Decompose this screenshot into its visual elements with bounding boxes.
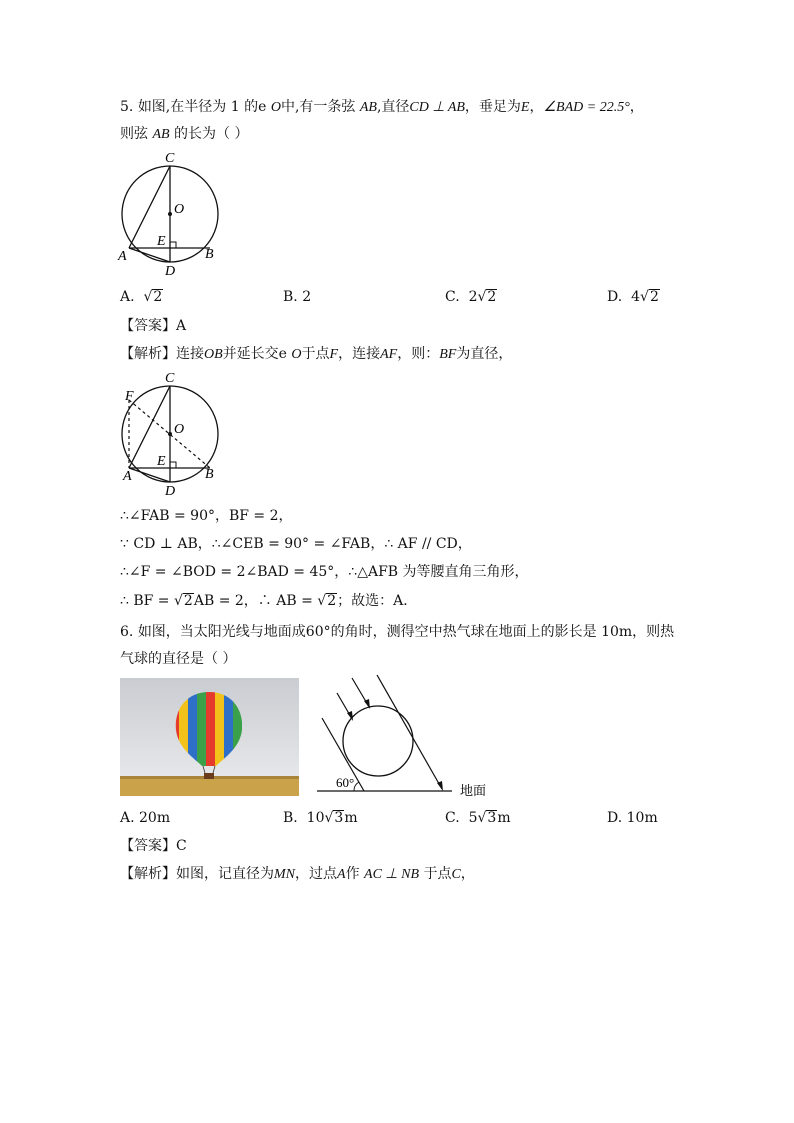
angle-label: 60° [336,775,355,790]
label-o-2: O [174,422,185,437]
q6-option-a: A. 20m [120,810,171,826]
q5-step-2: ∵ CD ⊥ AB，∴∠CEB = 90° = ∠FAB，∴ AF // CD， [120,536,472,552]
q6-option-b: B. 10√3m [283,810,358,826]
angle-arc [354,782,359,791]
q6-stem-line1: 6. 如图，当太阳光线与地面成60°的角时，测得空中热气球在地面上的影长是 10m，则热 [120,624,675,640]
q5-stem-line2: 则弦 AB 的长为（ ） [120,126,249,142]
label-b-2: B [205,467,214,482]
q6-shadow-diagram [312,673,492,798]
q6-analysis: 【解析】如图，记直径为MN，过点A作 AC ⊥ NB 于点C， [120,866,475,882]
q5-step-3: ∴∠F = ∠BOD = 2∠BAD = 45°，∴△AFB 为等腰直角三角形， [120,564,529,580]
q5-analysis: 【解析】连接OB并延长交e O于点F，连接AF，则：BF为直径， [120,346,513,362]
q6-answer: 【答案】C [120,838,187,854]
label-f: F [125,389,134,404]
label-d: D [165,264,176,279]
q5-circle-figure [115,150,235,279]
q5-analysis-figure [115,370,235,499]
right-angle-mark-2 [170,462,176,468]
q5-option-d: D. 4√2 [607,289,659,305]
q5-option-b: B. 2 [283,289,312,305]
q5-option-a: A. √2 [120,289,163,305]
sun-ray-2 [377,675,442,789]
ground-label: 地面 [460,784,487,799]
label-e: E [157,234,166,249]
q5-stem-line1: 5. 如图,在半径为 1 的e O中,有一条弦 AB,直径CD ⊥ AB，垂足为E，∠BAD = 22.5°， [120,99,644,115]
q6-number: 6. [120,624,134,640]
q5-step-1: ∴∠FAB = 90°，BF = 2， [120,508,293,524]
segment-ad [129,248,170,262]
segment-ad-2 [129,468,170,482]
center-dot-2 [168,432,172,436]
q5-step-4: ∴ BF = √2AB = 2，∴ AB = √2；故选：A． [120,593,418,609]
label-c-2: C [165,371,175,386]
q6-option-c: C. 5√3m [445,810,511,826]
label-b: B [205,247,214,262]
q5-number: 5. [120,99,134,115]
q6-option-d: D. 10m [607,810,658,826]
label-d-2: D [165,484,176,499]
balloon-circle [343,706,413,776]
q5-answer: 【答案】A [120,318,187,334]
q6-stem-line2: 气球的直径是（ ） [120,651,237,667]
label-a-2: A [123,469,132,484]
label-e-2: E [157,454,166,469]
label-a: A [118,249,127,264]
hot-air-balloon-photo [120,678,299,796]
center-dot [168,212,172,216]
right-angle-mark [170,242,176,248]
label-c: C [165,151,175,166]
q5-option-c: C. 2√2 [445,289,497,305]
label-o: O [174,202,185,217]
